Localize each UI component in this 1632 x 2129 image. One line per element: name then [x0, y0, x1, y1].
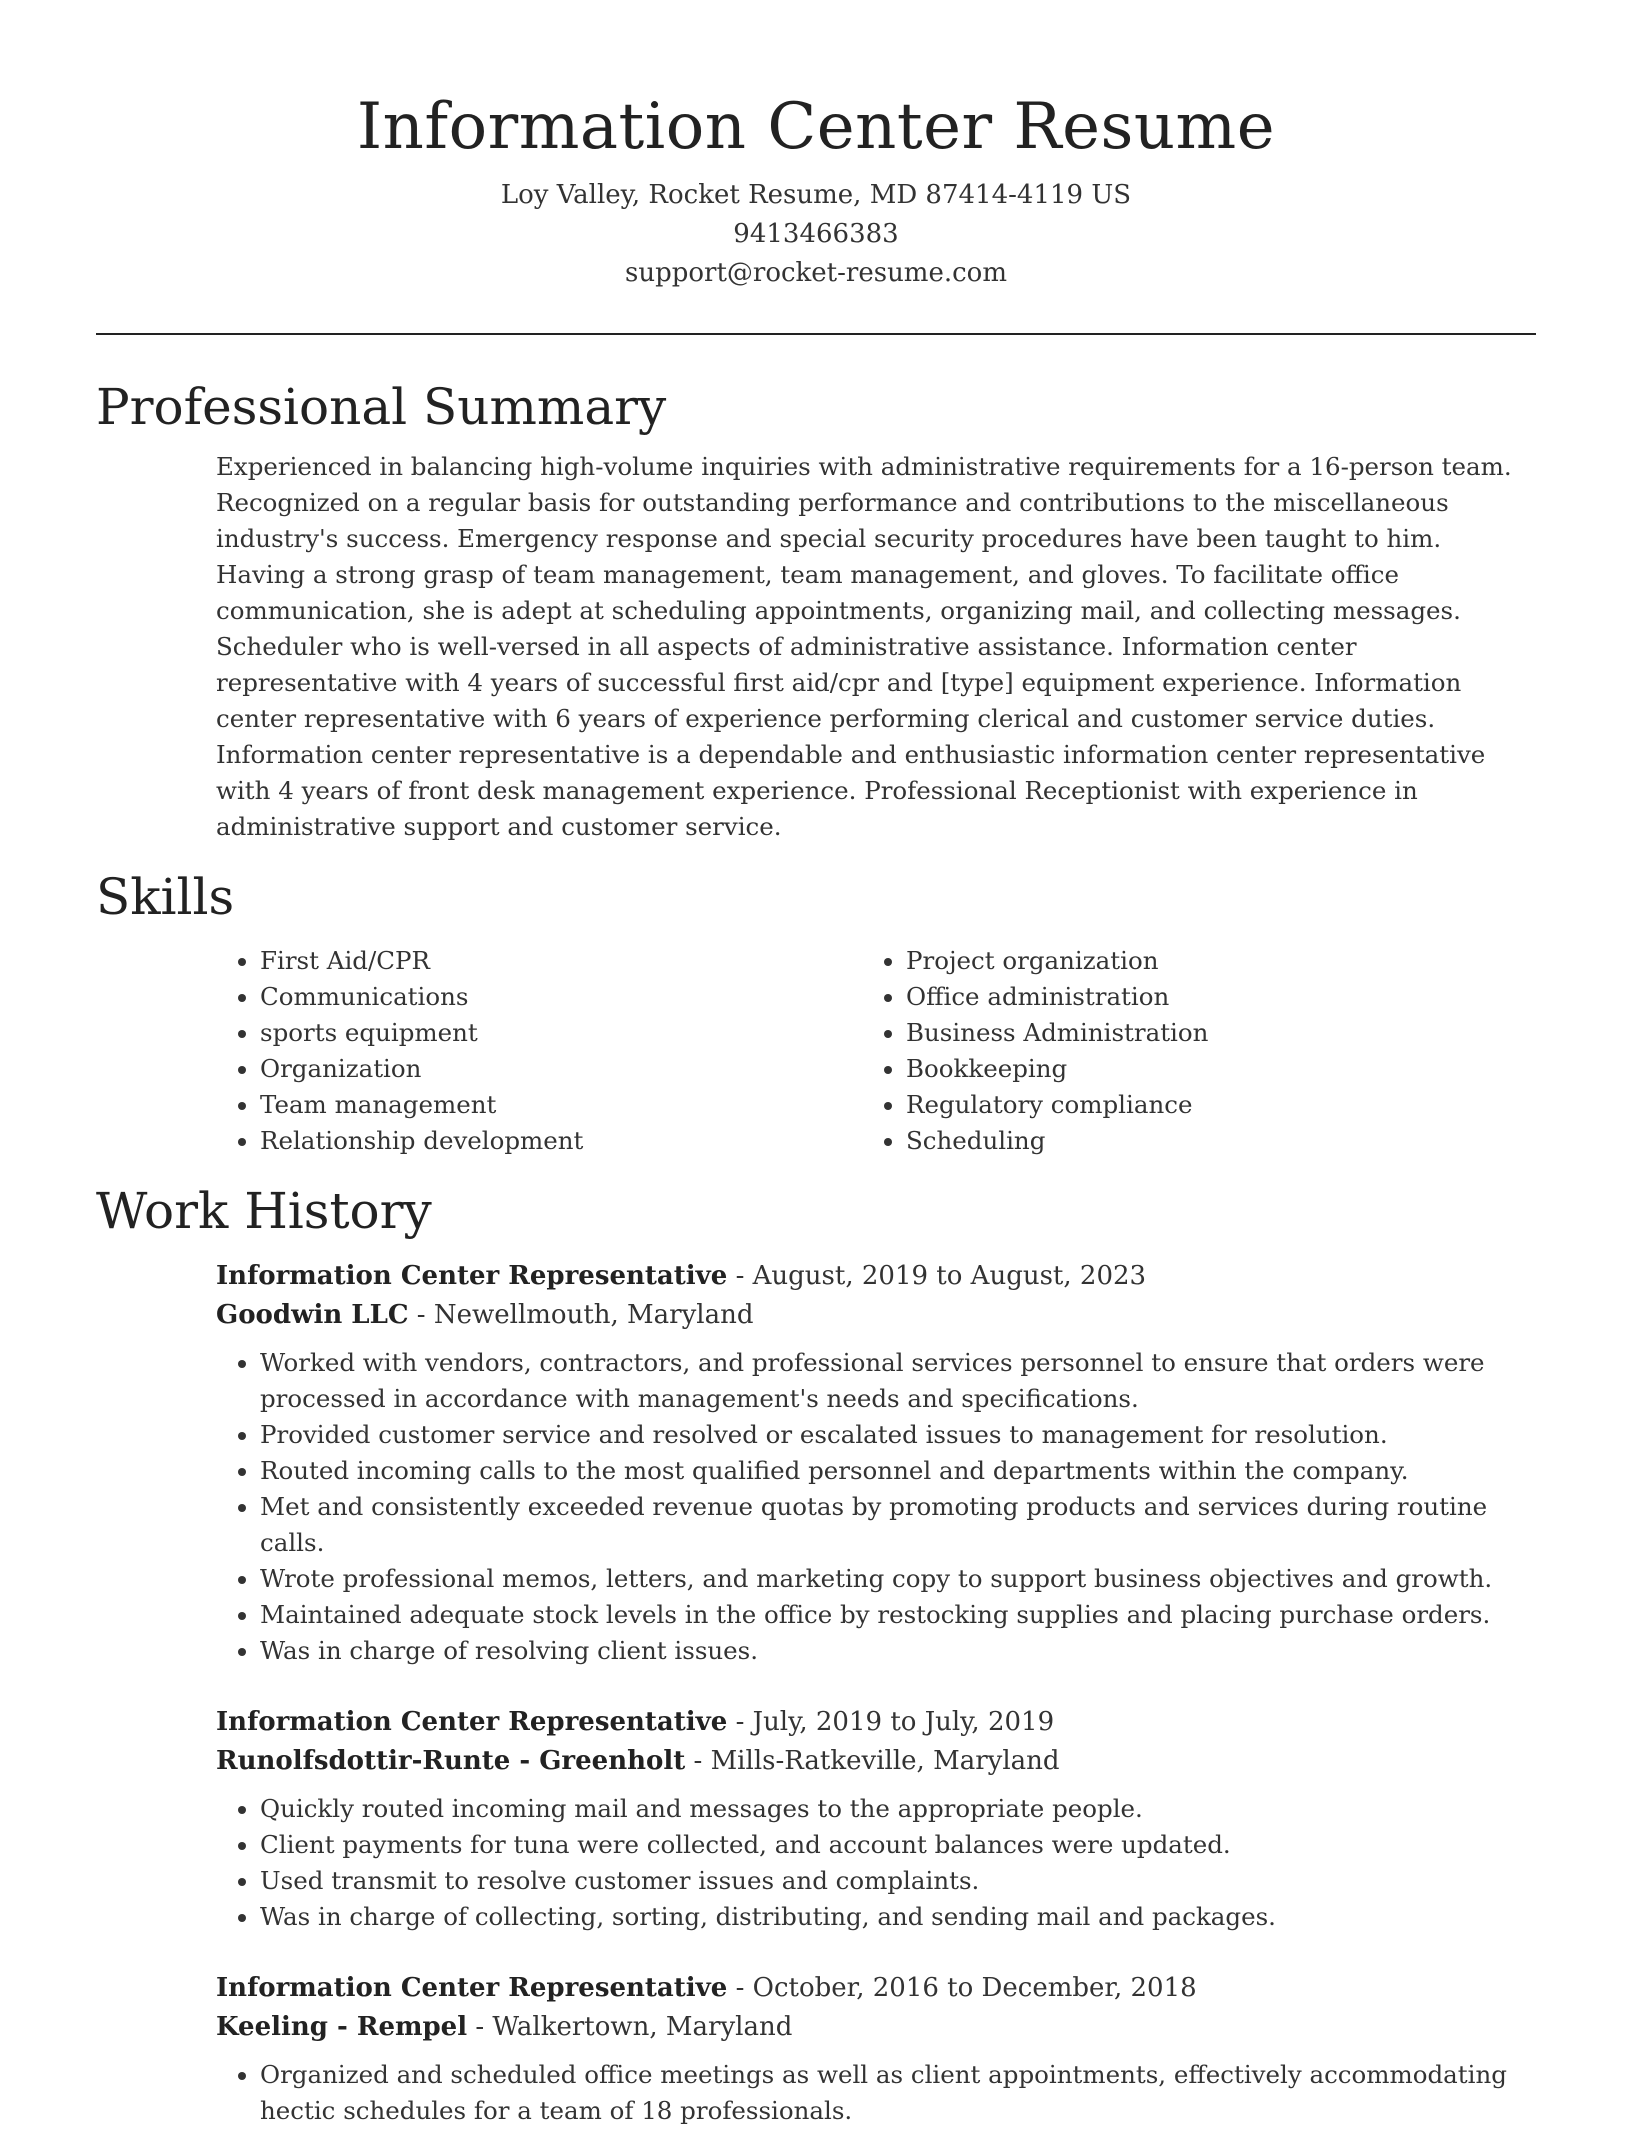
job-title: Information Center Representative [216, 1973, 728, 2003]
job-dates: - July, 2019 to July, 2019 [727, 1707, 1055, 1737]
resume-header [96, 0, 1536, 293]
job-title: Information Center Representative [216, 1261, 728, 1291]
job-title-line [216, 1969, 1536, 2008]
job-bullet: • Organized and scheduled office meetings as well as client appointments, effectively accommodating hectic schedules for a team of 18 professionals. [260, 2057, 1536, 2129]
job-entry [216, 1257, 1536, 1669]
job-bullet: • Was in charge of collecting, sorting, distributing, and sending mail and packages. [260, 1899, 1536, 1935]
skill-item: • Organization [260, 1051, 746, 1087]
skill-item: • Project organization [906, 943, 1392, 979]
job-dates: - October, 2016 to December, 2018 [727, 1973, 1197, 2003]
skill-item: • Scheduling [906, 1123, 1392, 1159]
job-bullet: • Quickly routed incoming mail and messages to the appropriate people. [260, 1791, 1536, 1827]
skills-column-left [96, 943, 746, 1159]
address: Loy Valley, Rocket Resume, MD 87414-4119 US [500, 180, 1132, 210]
job-bullet: • Maintained adequate stock levels in the office by restocking supplies and placing purchase orders. [260, 1597, 1536, 1633]
job-bullet: • Routed incoming calls to the most qualified personnel and departments within the company. [260, 1453, 1536, 1489]
job-bullet: • Met and consistently exceeded revenue quotas by promoting products and services during routine calls. [260, 1489, 1536, 1561]
skill-item: • Bookkeeping [906, 1051, 1392, 1087]
email-address: support@rocket-resume.com [624, 258, 1007, 288]
job-company-line [216, 2008, 1536, 2047]
job-bullet: • Provided customer service and resolved or escalated issues to management for resolution. [260, 1417, 1536, 1453]
job-bullet: • Used transmit to resolve customer issues and complaints. [260, 1863, 1536, 1899]
skill-item: • sports equipment [260, 1015, 746, 1051]
work-history-heading: Work History [96, 1182, 432, 1240]
job-company: Runolfsdottir-Runte - Greenholt [216, 1746, 686, 1776]
job-company-line [216, 1296, 1536, 1335]
job-location: - Newellmouth, Maryland [408, 1300, 754, 1330]
job-bullet: • Wrote professional memos, letters, and marketing copy to support business objectives and growth. [260, 1561, 1536, 1597]
job-bullet: • Was in charge of resolving client issues. [260, 1633, 1536, 1669]
job-title-line [216, 1703, 1536, 1742]
job-entry [216, 1969, 1536, 2129]
job-bullets [216, 1345, 1536, 1669]
resume-title: Information Center Resume [356, 90, 1276, 164]
job-bullets [216, 2057, 1536, 2129]
summary-heading: Professional Summary [96, 378, 667, 436]
skills-list [96, 943, 1536, 1159]
job-dates: - August, 2019 to August, 2023 [727, 1261, 1147, 1291]
job-location: - Mills-Ratkeville, Maryland [685, 1746, 1060, 1776]
skill-item: • Business Administration [906, 1015, 1392, 1051]
skills-heading: Skills [96, 868, 235, 926]
skill-item: • Office administration [906, 979, 1392, 1015]
skill-item: • Team management [260, 1087, 746, 1123]
job-entry [216, 1703, 1536, 1935]
skill-item: • Communications [260, 979, 746, 1015]
phone-number: 9413466383 [733, 219, 899, 249]
job-company: Goodwin LLC [216, 1300, 409, 1330]
job-bullet: • Worked with vendors, contractors, and professional services personnel to ensure that orders were processed in accordance with management's needs and specifications. [260, 1345, 1536, 1417]
skills-column-right [746, 943, 1392, 1159]
header-divider [96, 333, 1536, 335]
skill-item: • Regulatory compliance [906, 1087, 1392, 1123]
summary-text: Experienced in balancing high-volume inquiries with administrative requirements for a 16-person team. Recognized on a regular basis for outstanding performance and contributions to the miscellaneous industry's success. Emergency response and special security procedures have been taught to him. Having a strong grasp of team management, team management, and gloves. To facilitate office communication, she is adept at scheduling appointments, organizing mail, and collecting messages. Scheduler who is well-versed in all aspects of administrative assistance. Information center representative with 4 years of successful first aid/cpr and [type] equipment experience. Information center representative with 6 years of experience performing clerical and customer service duties. Information center representative is a dependable and enthusiastic information center representative with 4 years of front desk management experience. Professional Receptionist with experience in administrative support and customer service. [216, 452, 1512, 841]
job-location: - Walkertown, Maryland [467, 2012, 793, 2042]
job-bullet: • Client payments for tuna were collected, and account balances were updated. [260, 1827, 1536, 1863]
skill-item: • Relationship development [260, 1123, 746, 1159]
job-company-line [216, 1742, 1536, 1781]
job-title-line [216, 1257, 1536, 1296]
job-bullets [216, 1791, 1536, 1935]
resume-page [96, 0, 1536, 2129]
skill-item: • First Aid/CPR [260, 943, 746, 979]
job-title: Information Center Representative [216, 1707, 728, 1737]
contact-info [96, 176, 1536, 293]
job-company: Keeling - Rempel [216, 2012, 468, 2042]
